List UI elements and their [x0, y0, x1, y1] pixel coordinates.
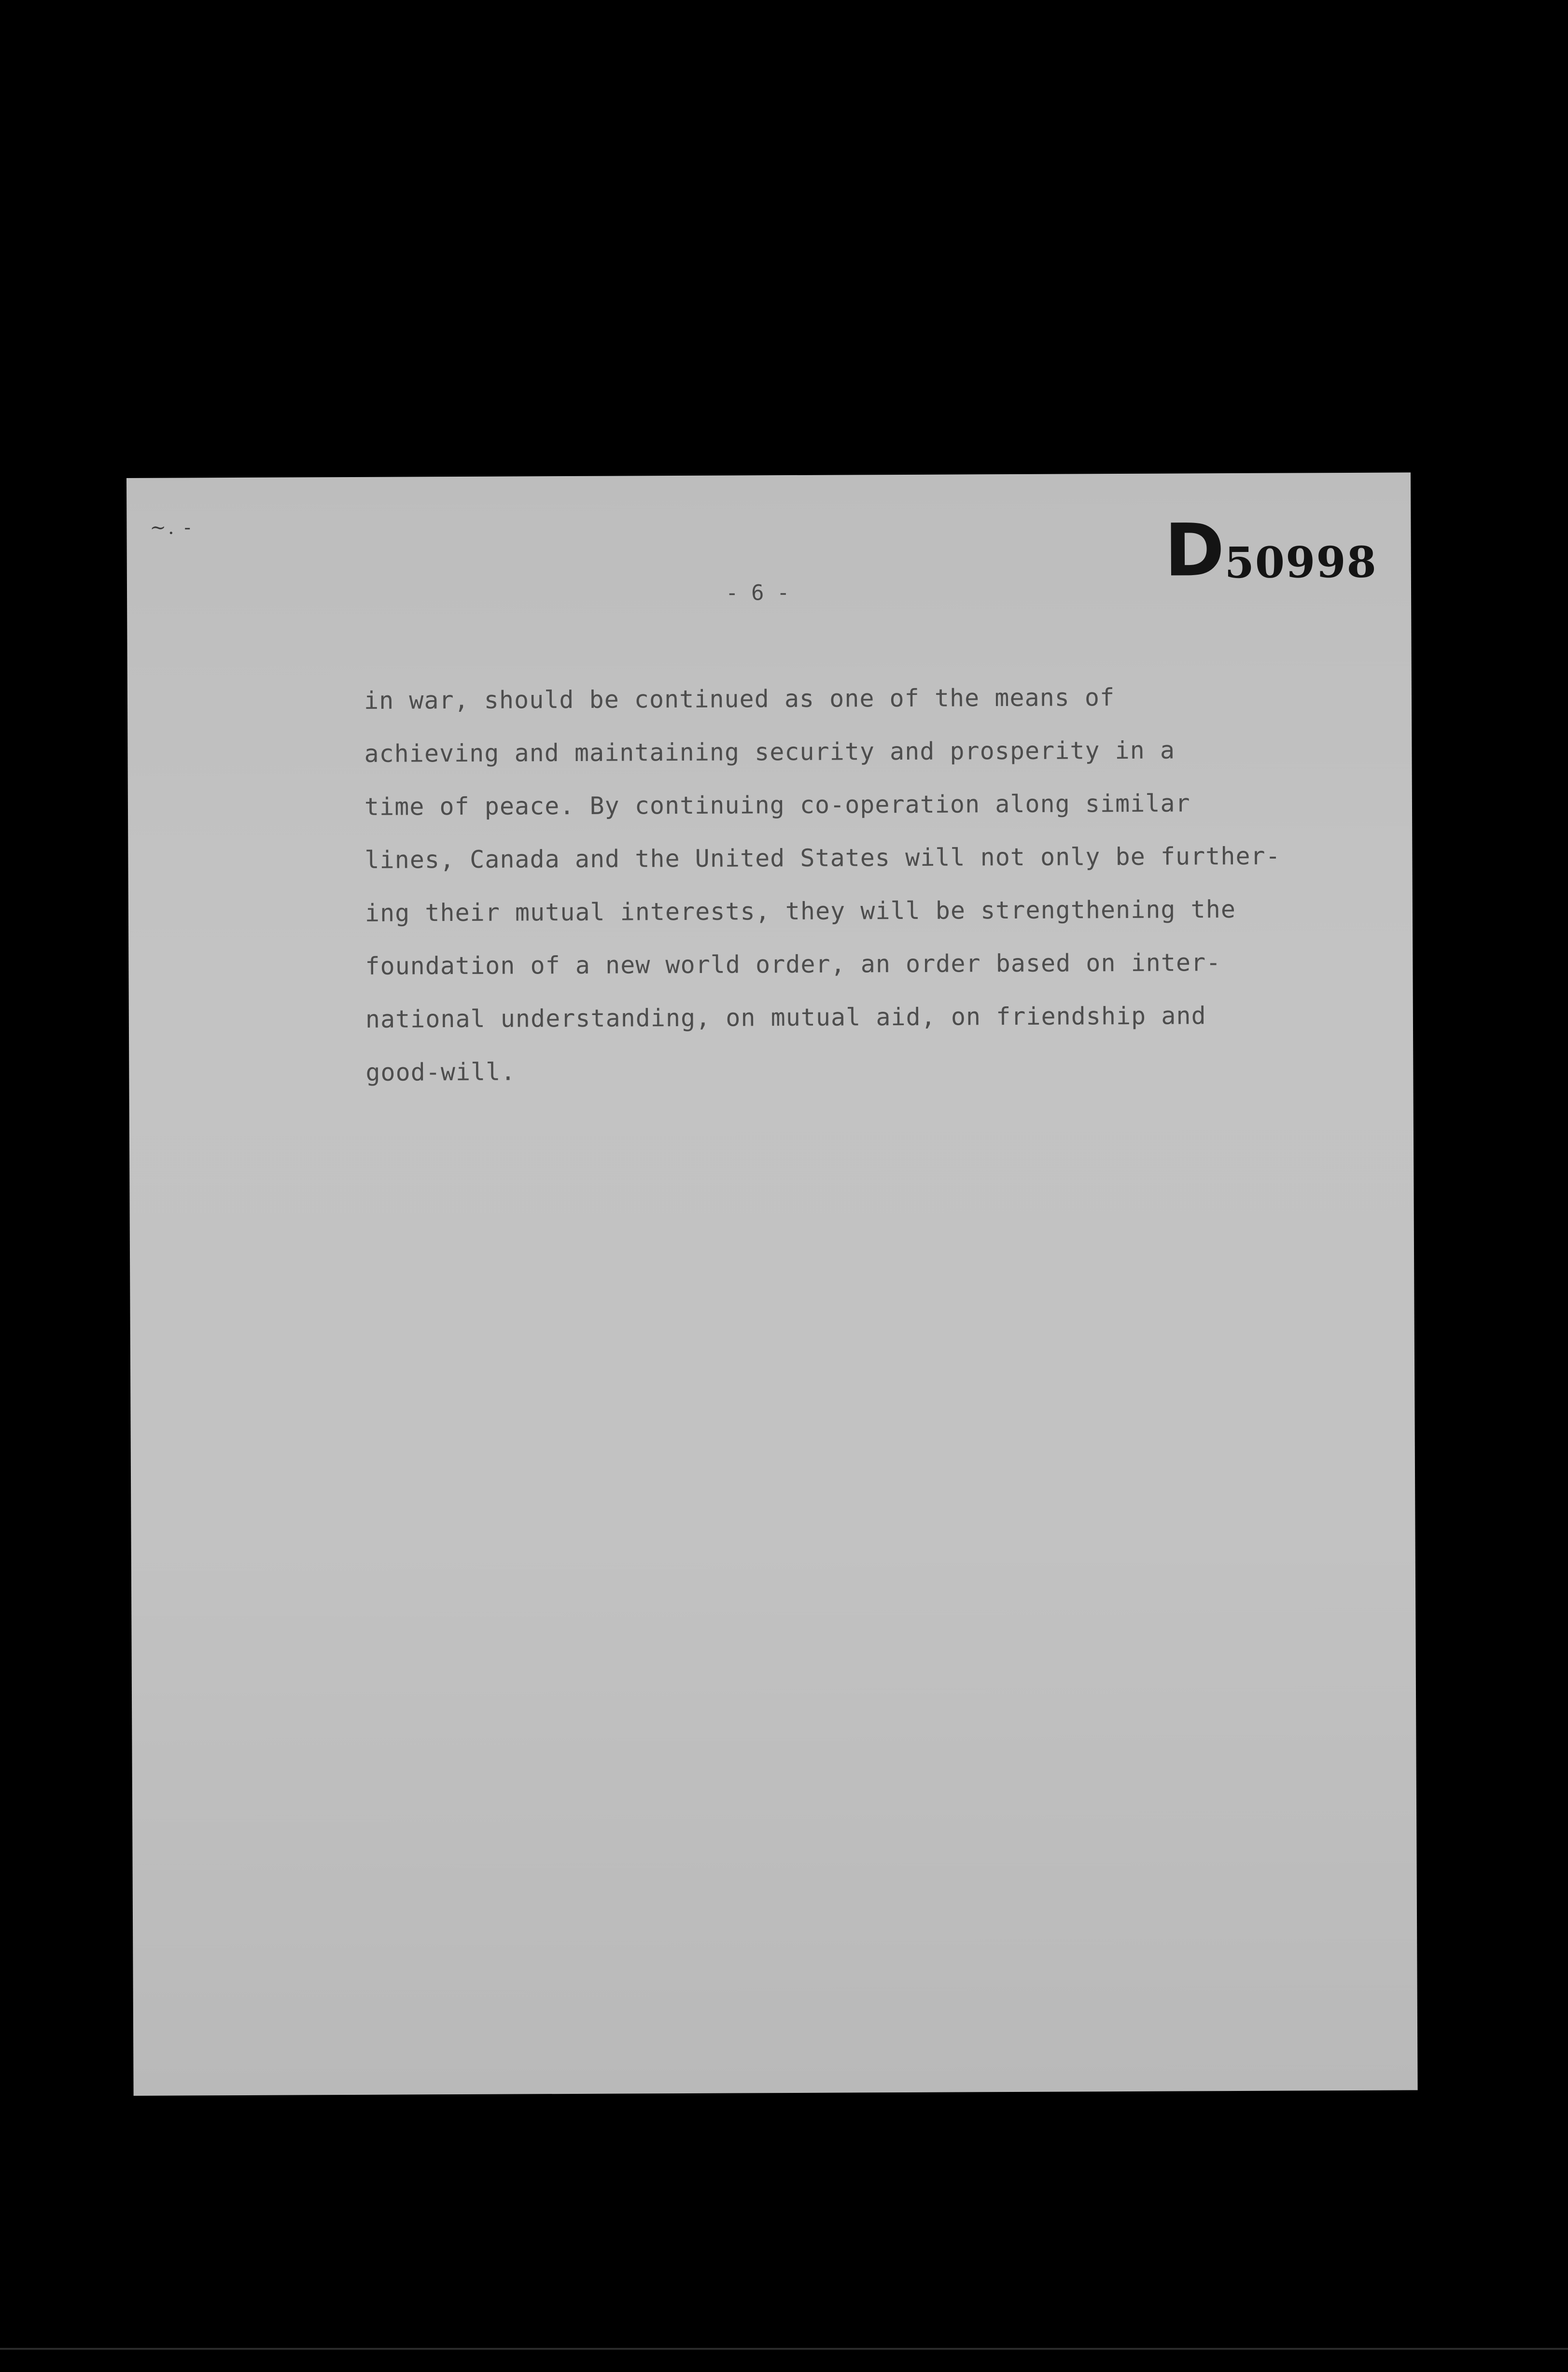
document-page: [126, 472, 1418, 2096]
text-line: foundation of a new world order, an order based on inter-: [365, 948, 1221, 980]
text-line: ing their mutual interests, they will be strengthening the: [364, 895, 1236, 927]
page-number: - 6 -: [725, 580, 790, 606]
text-line: national understanding, on mutual aid, on friendship and: [365, 1002, 1206, 1033]
text-line: good-will.: [365, 1058, 516, 1087]
text-line: lines, Canada and the United States will not only be further-: [364, 842, 1281, 874]
document-number-stamp: [1164, 508, 1378, 593]
document-number-digits: 50998: [1224, 537, 1378, 588]
text-line: time of peace. By continuing co-operation along similar: [364, 789, 1190, 821]
body-text: [364, 670, 1356, 1099]
corner-mark: ~. -: [150, 516, 193, 539]
document-number-prefix: D: [1164, 508, 1225, 593]
scan-border-line: [0, 2348, 1568, 2350]
text-line: achieving and maintaining security and prosperity in a: [364, 736, 1176, 768]
text-line: in war, should be continued as one of the means of: [364, 683, 1115, 715]
